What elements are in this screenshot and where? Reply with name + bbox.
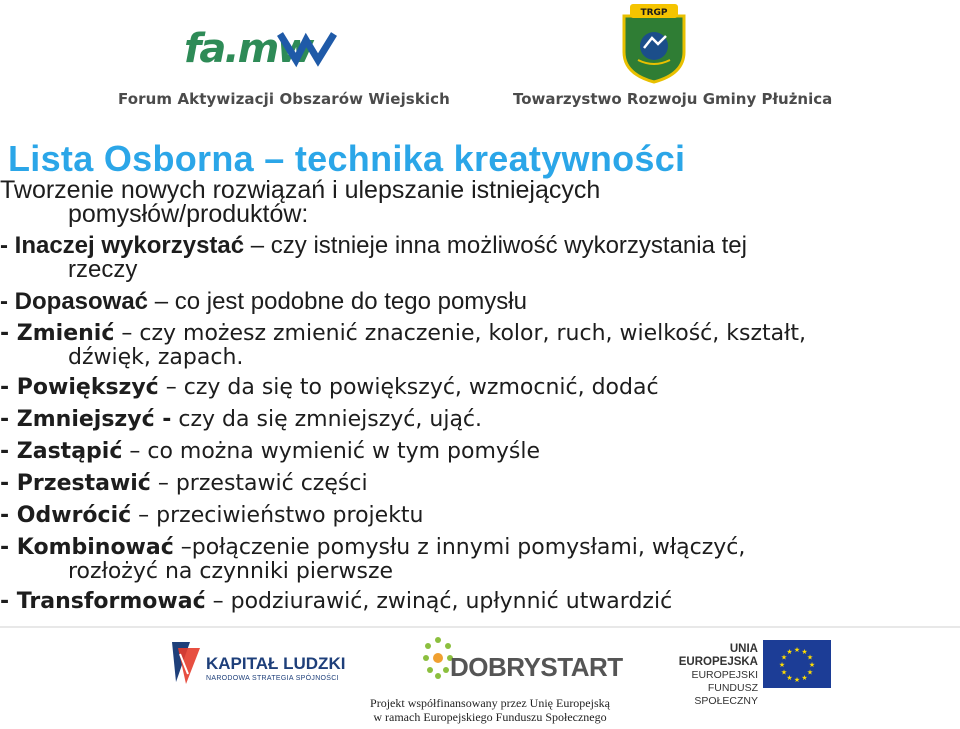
list-item xyxy=(0,234,950,282)
list-item xyxy=(0,590,950,614)
item-keyword: - Zmienić xyxy=(0,321,115,346)
item-desc: – czy istnieje inna możliwość wykorzystania tej xyxy=(244,232,747,259)
eu-star-icon: ★ xyxy=(806,668,814,677)
item-desc: czy da się zmniejszyć, ująć. xyxy=(171,407,483,432)
project-caption xyxy=(340,696,640,724)
eu-flag-icon xyxy=(763,640,831,688)
project-line-2: w ramach Europejskiego Funduszu Społecznego xyxy=(373,710,607,724)
item-desc: – czy da się to powiększyć, wzmocnić, dodać xyxy=(158,375,659,400)
eu-line-2: EUROPEJSKI xyxy=(691,669,758,681)
item-keyword: - Zmniejszyć - xyxy=(0,407,172,432)
eu-star-icon: ★ xyxy=(806,653,814,662)
kl-title: KAPITAŁ LUDZKI xyxy=(206,654,346,673)
item-keyword: - Transformować xyxy=(0,589,206,614)
item-desc: – co jest podobne do tego pomysłu xyxy=(148,288,527,315)
list-item xyxy=(0,376,950,400)
intro-line-1: Tworzenie nowych rozwiązań i ulepszanie istniejących xyxy=(0,176,601,204)
list-item xyxy=(0,408,950,432)
eu-star-icon: ★ xyxy=(793,646,801,654)
eu-line-1: UNIA EUROPEJSKA xyxy=(678,643,758,668)
eu-star-icon: ★ xyxy=(786,673,793,682)
famw-caption: Forum Aktywizacji Obszarów Wiejskich xyxy=(118,90,450,108)
item-desc: –połączenie pomysłu z innymi pomysłami, włączyć, xyxy=(173,535,746,560)
list-item xyxy=(0,290,950,314)
item-desc: – podziurawić, zwinąć, upłynnić utwardzić xyxy=(205,589,673,614)
list-item xyxy=(0,504,950,528)
item-keyword: - Inaczej wykorzystać xyxy=(0,232,245,259)
list-item xyxy=(0,472,950,496)
trgp-badge-text: TRGP xyxy=(640,8,668,18)
trgp-caption: Towarzystwo Rozwoju Gminy Płużnica xyxy=(513,90,833,108)
dobrystart-text: DOBRYSTART xyxy=(450,652,623,682)
project-line-1: Projekt współfinansowany przez Unię Europejską xyxy=(370,696,610,710)
footer-divider xyxy=(0,626,960,628)
list-item xyxy=(0,322,950,370)
eu-star-icon: ★ xyxy=(793,676,801,684)
item-desc: – przestawić części xyxy=(150,471,368,496)
eu-star-icon: ★ xyxy=(786,648,793,657)
item-keyword: - Przestawić xyxy=(0,471,151,496)
item-keyword: - Dopasować xyxy=(0,288,149,315)
eu-star-icon: ★ xyxy=(780,653,788,662)
eu-star-icon: ★ xyxy=(808,661,816,669)
item-desc: – czy możesz zmienić znaczenie, kolor, ruch, wielkość, kształt, xyxy=(114,321,806,346)
kl-subtitle: NARODOWA STRATEGIA SPÓJNOŚCI xyxy=(206,675,339,682)
eu-star-icon: ★ xyxy=(801,648,808,657)
eu-line-3: FUNDUSZ SPOŁECZNY xyxy=(694,682,758,707)
slide-title: Lista Osborna – technika kreatywności xyxy=(8,138,686,179)
eu-star-icon: ★ xyxy=(801,673,808,682)
item-desc: – przeciwieństwo projektu xyxy=(131,503,424,528)
eu-star-icon: ★ xyxy=(778,661,786,669)
eu-star-icon: ★ xyxy=(780,668,788,677)
eu-caption xyxy=(648,643,758,708)
list-item xyxy=(0,440,950,464)
list-item xyxy=(0,536,950,584)
item-desc-cont: dźwięk, zapach. xyxy=(68,345,244,370)
intro-line-2: pomysłów/produktów: xyxy=(68,200,309,228)
item-desc-cont: rzeczy xyxy=(68,256,138,283)
kapital-ludzki-logo xyxy=(170,638,202,686)
famw-logo-text: fa.mw xyxy=(184,26,313,70)
item-keyword: - Kombinować xyxy=(0,535,174,560)
item-keyword: - Odwrócić xyxy=(0,503,132,528)
item-keyword: - Zastąpić xyxy=(0,439,123,464)
item-keyword: - Powiększyć xyxy=(0,375,159,400)
item-desc: – co można wymienić w tym pomyśle xyxy=(122,439,541,464)
item-desc-cont: rozłożyć na czynniki pierwsze xyxy=(68,559,394,584)
